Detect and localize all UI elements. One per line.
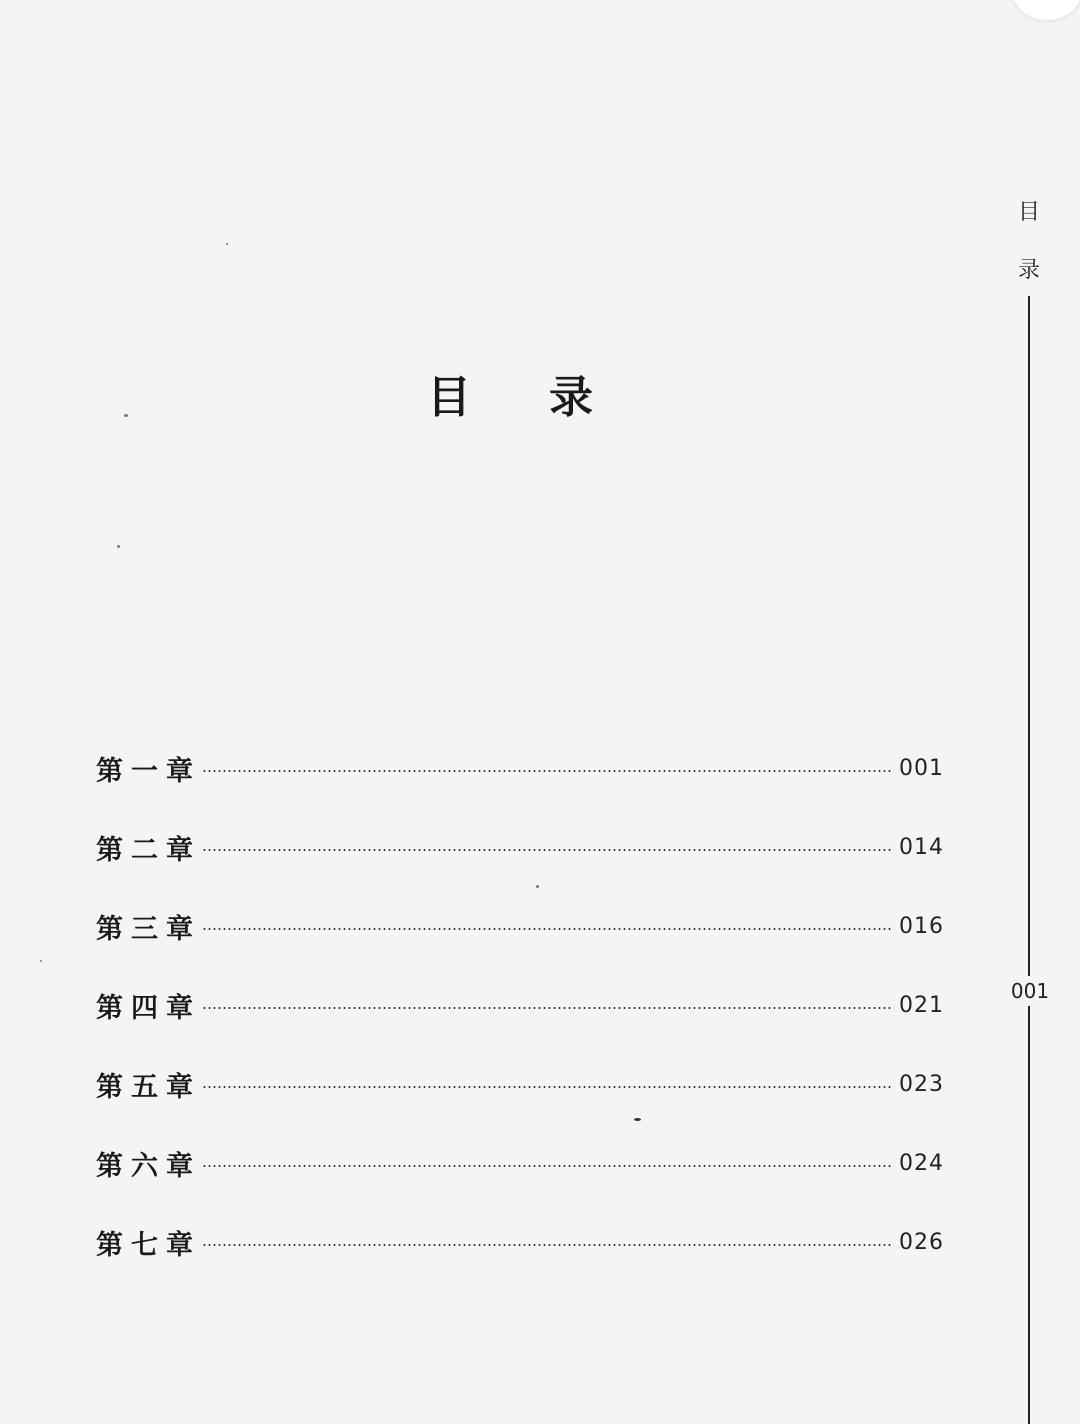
page-title-char-1: 目 [427,372,471,424]
toc-leader-dots [202,770,892,772]
toc-entry-page: 021 [899,992,944,1018]
side-vertical-rule [1028,296,1030,1424]
toc-entry-page: 023 [899,1071,944,1097]
toc-leader-dots [202,1086,892,1088]
toc-entry-label: 第六章 [96,1150,201,1182]
scan-speck [634,1118,641,1121]
toc-entry-label: 第三章 [96,913,201,945]
toc-entry-5[interactable] [96,1064,944,1104]
toc-leader-dots [202,1007,892,1009]
toc-entry-label: 第二章 [96,834,201,866]
side-header-char-1: 目 [1017,200,1040,225]
corner-overlay-button [1012,0,1080,20]
page-title [0,361,1020,425]
scan-speck [536,885,539,888]
side-header-char-2: 录 [1017,258,1040,283]
toc-entry-page: 014 [899,834,944,860]
toc-entry-label: 第五章 [96,1071,201,1103]
toc-entry-label: 第七章 [96,1229,201,1261]
toc-leader-dots [202,1244,892,1246]
toc-entry-1[interactable] [96,748,944,788]
scan-speck [124,414,128,417]
page-number: 001 [1000,976,1060,1006]
toc-entry-label: 第一章 [96,755,201,787]
scan-speck [40,960,42,962]
toc-entry-3[interactable] [96,906,944,946]
toc-entry-page: 026 [899,1229,944,1255]
toc-leader-dots [202,1165,892,1167]
toc-leader-dots [202,928,892,930]
toc-entry-page: 024 [899,1150,944,1176]
toc-leader-dots [202,849,892,851]
table-of-contents [96,748,944,1301]
toc-entry-2[interactable] [96,827,944,867]
side-running-header [1010,184,1048,300]
toc-entry-6[interactable] [96,1143,944,1183]
toc-entry-7[interactable] [96,1222,944,1262]
toc-entry-4[interactable] [96,985,944,1025]
page-title-char-2: 录 [549,372,593,424]
toc-entry-label: 第四章 [96,992,201,1024]
scan-speck [117,545,120,548]
scan-speck [226,243,228,245]
toc-entry-page: 016 [899,913,944,939]
toc-entry-page: 001 [899,755,944,781]
